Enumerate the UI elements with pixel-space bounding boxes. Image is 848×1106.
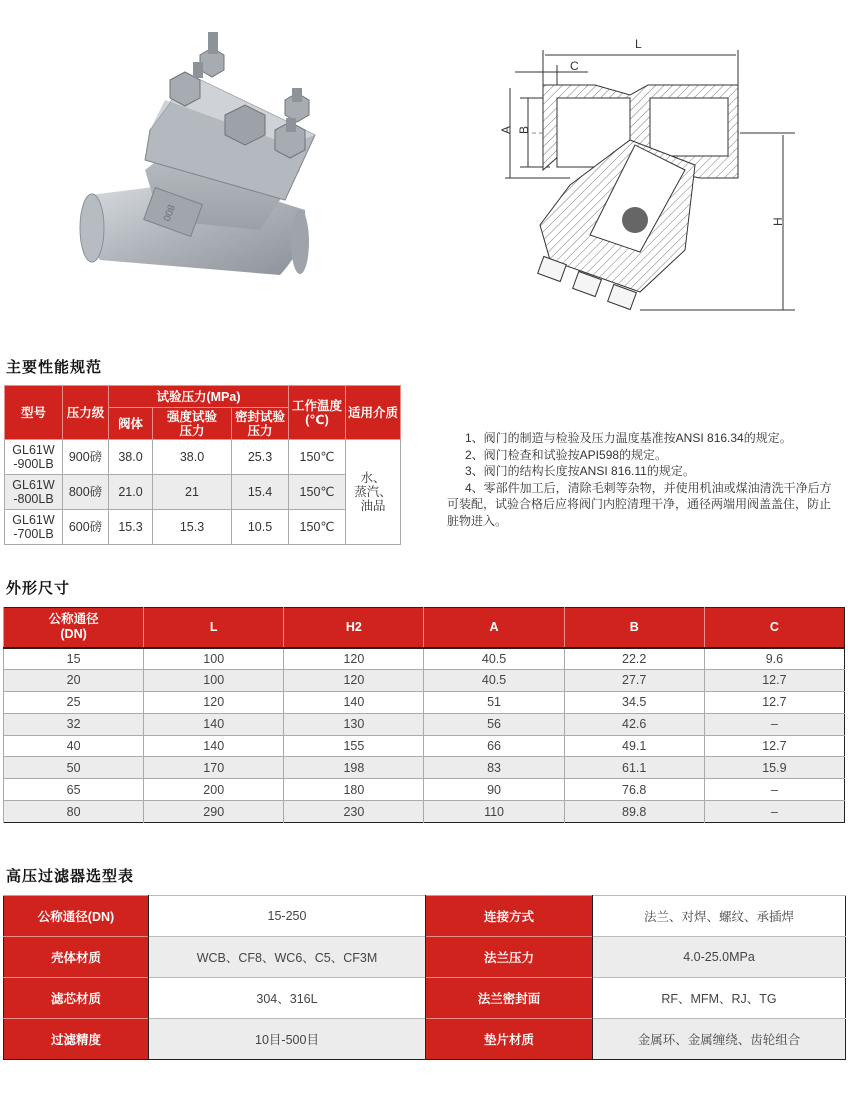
header-A: A bbox=[424, 608, 564, 648]
cell-C: – bbox=[704, 779, 844, 801]
selection-label: 垫片材质 bbox=[426, 1019, 593, 1060]
note-item: 4、零部件加工后，清除毛刺等杂物，并使用机油或煤油清洗干净后方可装配，试验合格后应将阀门内腔清理干净，通径两端用阀盖盖住，防止脏物进入。 bbox=[447, 480, 832, 528]
notes-block bbox=[447, 430, 842, 529]
cell-A: 40.5 bbox=[424, 669, 564, 691]
selection-value: 金属环、金属缠绕、齿轮组合 bbox=[593, 1019, 846, 1060]
cell-temp: 150℃ bbox=[289, 475, 346, 510]
selection-label: 法兰压力 bbox=[426, 937, 593, 978]
cell-H2: 198 bbox=[284, 757, 424, 779]
cell-dn: 20 bbox=[4, 669, 144, 691]
table-row bbox=[4, 735, 845, 757]
header-pressure-class: 压力级 bbox=[63, 386, 109, 440]
cell-L: 170 bbox=[144, 757, 284, 779]
cell-B: 61.1 bbox=[564, 757, 704, 779]
cell-C: 12.7 bbox=[704, 735, 844, 757]
cell-B: 49.1 bbox=[564, 735, 704, 757]
cell-B: 27.7 bbox=[564, 669, 704, 691]
cell-H2: 130 bbox=[284, 713, 424, 735]
cell-B: 34.5 bbox=[564, 691, 704, 713]
cell-strength: 38.0 bbox=[153, 440, 232, 475]
header-work-temp: 工作温度 (℃) bbox=[289, 386, 346, 440]
cell-C: 15.9 bbox=[704, 757, 844, 779]
cell-L: 100 bbox=[144, 648, 284, 670]
cell-strength: 15.3 bbox=[153, 510, 232, 545]
svg-text:H: H bbox=[771, 217, 785, 226]
selection-value: 10目-500目 bbox=[149, 1019, 426, 1060]
cell-body: 15.3 bbox=[109, 510, 153, 545]
note-item: 3、阀门的结构长度按ANSI 816.11的规定。 bbox=[465, 464, 695, 478]
header-seal-test: 密封试验 压力 bbox=[232, 408, 289, 440]
cell-temp: 150℃ bbox=[289, 440, 346, 475]
header-test-pressure: 试验压力(MPa) bbox=[109, 386, 289, 408]
product-photo bbox=[60, 20, 360, 300]
cell-B: 89.8 bbox=[564, 801, 704, 823]
cell-H2: 140 bbox=[284, 691, 424, 713]
header-model: 型号 bbox=[5, 386, 63, 440]
cell-H2: 120 bbox=[284, 648, 424, 670]
spec-section-title: 主要性能规范 bbox=[6, 359, 103, 376]
cell-dn: 15 bbox=[4, 648, 144, 670]
selection-label: 连接方式 bbox=[426, 896, 593, 937]
cell-class: 600磅 bbox=[63, 510, 109, 545]
cell-C: – bbox=[704, 801, 844, 823]
selection-value: 15-250 bbox=[149, 896, 426, 937]
table-row bbox=[4, 648, 845, 670]
table-row bbox=[5, 510, 401, 545]
cell-strength: 21 bbox=[153, 475, 232, 510]
table-row bbox=[4, 937, 846, 978]
cell-class: 800磅 bbox=[63, 475, 109, 510]
cell-L: 120 bbox=[144, 691, 284, 713]
selection-label: 壳体材质 bbox=[4, 937, 149, 978]
svg-text:A: A bbox=[499, 125, 513, 134]
selection-value: 4.0-25.0MPa bbox=[593, 937, 846, 978]
table-row bbox=[4, 757, 845, 779]
header-medium: 适用介质 bbox=[346, 386, 401, 440]
cell-A: 83 bbox=[424, 757, 564, 779]
cell-medium: 水、 蒸汽、 油品 bbox=[346, 440, 401, 545]
cell-C: – bbox=[704, 713, 844, 735]
table-row bbox=[4, 1019, 846, 1060]
cell-H2: 230 bbox=[284, 801, 424, 823]
svg-text:L: L bbox=[635, 37, 642, 51]
selection-label: 公称通径(DN) bbox=[4, 896, 149, 937]
svg-text:B: B bbox=[517, 125, 531, 134]
table-row bbox=[5, 440, 401, 475]
cell-model: GL61W -800LB bbox=[5, 475, 63, 510]
table-row bbox=[5, 475, 401, 510]
header-L: L bbox=[144, 608, 284, 648]
header-C: C bbox=[704, 608, 844, 648]
table-row bbox=[4, 691, 845, 713]
header-H2: H2 bbox=[284, 608, 424, 648]
cell-A: 40.5 bbox=[424, 648, 564, 670]
cell-L: 290 bbox=[144, 801, 284, 823]
technical-drawing bbox=[490, 30, 810, 320]
cell-L: 100 bbox=[144, 669, 284, 691]
selection-table bbox=[3, 895, 846, 1060]
cell-model: GL61W -900LB bbox=[5, 440, 63, 475]
svg-text:800: 800 bbox=[160, 202, 177, 223]
cell-A: 110 bbox=[424, 801, 564, 823]
cell-dn: 25 bbox=[4, 691, 144, 713]
cell-class: 900磅 bbox=[63, 440, 109, 475]
header-strength-test: 强度试验 压力 bbox=[153, 408, 232, 440]
note-item: 1、阀门的制造与检验及压力温度基准按ANSI 816.34的规定。 bbox=[465, 431, 792, 445]
cell-B: 76.8 bbox=[564, 779, 704, 801]
cell-body: 38.0 bbox=[109, 440, 153, 475]
cell-L: 140 bbox=[144, 713, 284, 735]
cell-dn: 65 bbox=[4, 779, 144, 801]
cell-B: 42.6 bbox=[564, 713, 704, 735]
dimensions-table bbox=[3, 607, 845, 823]
cell-H2: 120 bbox=[284, 669, 424, 691]
cell-dn: 80 bbox=[4, 801, 144, 823]
selection-label: 法兰密封面 bbox=[426, 978, 593, 1019]
table-row bbox=[4, 713, 845, 735]
cell-A: 66 bbox=[424, 735, 564, 757]
svg-text:C: C bbox=[570, 59, 579, 73]
header-B: B bbox=[564, 608, 704, 648]
cell-A: 51 bbox=[424, 691, 564, 713]
cell-seal: 15.4 bbox=[232, 475, 289, 510]
cell-A: 56 bbox=[424, 713, 564, 735]
selection-value: 304、316L bbox=[149, 978, 426, 1019]
table-row bbox=[4, 978, 846, 1019]
cell-H2: 180 bbox=[284, 779, 424, 801]
selection-value: 法兰、对焊、螺纹、承插焊 bbox=[593, 896, 846, 937]
cell-L: 200 bbox=[144, 779, 284, 801]
cell-B: 22.2 bbox=[564, 648, 704, 670]
cell-dn: 40 bbox=[4, 735, 144, 757]
cell-model: GL61W -700LB bbox=[5, 510, 63, 545]
cell-C: 9.6 bbox=[704, 648, 844, 670]
cell-dn: 50 bbox=[4, 757, 144, 779]
cell-C: 12.7 bbox=[704, 669, 844, 691]
spec-table bbox=[4, 385, 401, 545]
selection-section-title: 高压过滤器选型表 bbox=[6, 868, 135, 885]
cell-temp: 150℃ bbox=[289, 510, 346, 545]
table-row bbox=[4, 669, 845, 691]
cell-C: 12.7 bbox=[704, 691, 844, 713]
note-item: 2、阀门检查和试验按API598的规定。 bbox=[465, 447, 668, 462]
table-row bbox=[4, 779, 845, 801]
cell-A: 90 bbox=[424, 779, 564, 801]
selection-value: WCB、CF8、WC6、C5、CF3M bbox=[149, 937, 426, 978]
header-dn: 公称通径 (DN) bbox=[4, 608, 144, 648]
cell-H2: 155 bbox=[284, 735, 424, 757]
dims-section-title: 外形尺寸 bbox=[6, 580, 71, 597]
table-row bbox=[4, 896, 846, 937]
selection-label: 过滤精度 bbox=[4, 1019, 149, 1060]
header-body: 阀体 bbox=[109, 408, 153, 440]
cell-seal: 10.5 bbox=[232, 510, 289, 545]
cell-seal: 25.3 bbox=[232, 440, 289, 475]
selection-value: RF、MFM、RJ、TG bbox=[593, 978, 846, 1019]
cell-body: 21.0 bbox=[109, 475, 153, 510]
cell-dn: 32 bbox=[4, 713, 144, 735]
selection-label: 滤芯材质 bbox=[4, 978, 149, 1019]
cell-L: 140 bbox=[144, 735, 284, 757]
table-row bbox=[4, 801, 845, 823]
